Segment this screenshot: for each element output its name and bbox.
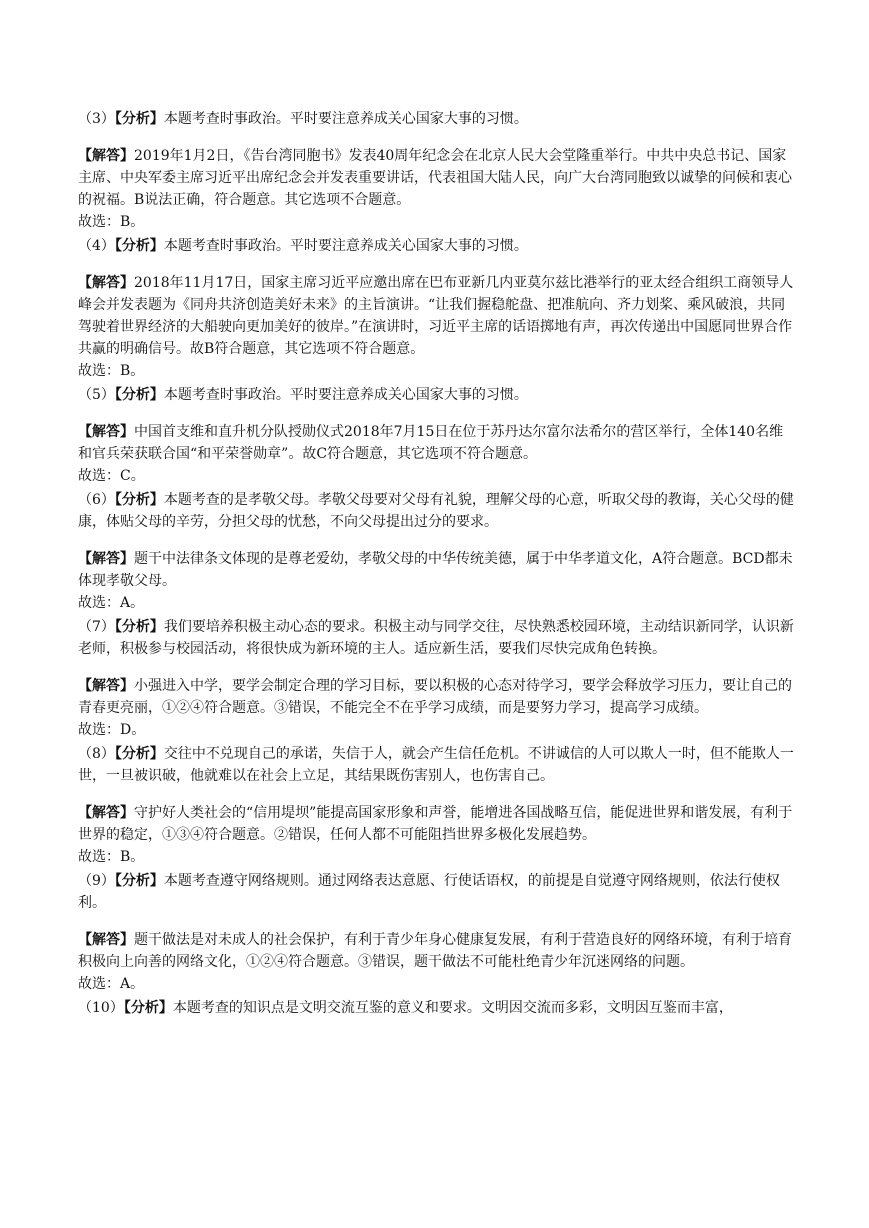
answer-tag: 【解答】 [78, 424, 134, 440]
answer-paragraph [78, 548, 794, 592]
question-item-8 [78, 743, 794, 868]
question-number: （8） [78, 746, 115, 762]
question-item-4 [78, 235, 794, 382]
question-item-9 [78, 870, 794, 995]
answer-tag: 【解答】 [78, 275, 134, 291]
answer-text: 小强进入中学，要学会制定合理的学习目标，要以积极的心态对待学习，要学会释放学习压力，要让自己的青春更亮丽，①②④符合题意。③错误，不能完全不在乎学习成绩，而是要努力学习，提高学习成绩。 [78, 678, 792, 716]
analysis-tag: 【分析】 [123, 1000, 173, 1016]
question-number: （9） [78, 873, 115, 889]
analysis-tag: 【分析】 [114, 873, 164, 889]
question-number: （3） [78, 111, 115, 127]
choice-line: 故选：B。 [78, 214, 145, 230]
answer-paragraph [78, 929, 794, 973]
analysis-paragraph [78, 997, 794, 1019]
analysis-text: 本题考查遵守网络规则。通过网络表达意愿、行使话语权，的前提是自觉遵守网络规则，依法行使权利。 [78, 873, 780, 911]
answer-text: 中国首支维和直升机分队授勋仪式2018年7月15日在位于苏丹达尔富尔法希尔的营区举行，全体140名维和官兵荣获联合国“和平荣誉勋章”。故C符合题意，其它选项不符合题意。 [78, 424, 784, 462]
answer-paragraph [78, 272, 794, 360]
analysis-text: 本题考查时事政治。平时要注意养成关心国家大事的习惯。 [163, 238, 528, 254]
analysis-paragraph [78, 616, 794, 660]
analysis-tag: 【分析】 [114, 238, 164, 254]
question-item-6 [78, 489, 794, 614]
analysis-text: 我们要培养积极主动心态的要求。积极主动与同学交往，尽快熟悉校园环境，主动结识新同学，认识新老师，积极参与校园活动，将很快成为新环境的主人。适应新生活，要我们尽快完成角色转换。 [78, 619, 794, 657]
analysis-text: 本题考查的知识点是文明交流互鉴的意义和要求。文明因交流而多彩，文明因互鉴而丰富， [172, 1000, 733, 1016]
question-number: （6） [78, 492, 115, 508]
answer-paragraph [78, 145, 794, 211]
analysis-text: 交往中不兑现自己的承诺，失信于人，就会产生信任危机。不讲诚信的人可以欺人一时，但不能欺人一世，一旦被识破，他就难以在社会上立足，其结果既伤害别人，也伤害自己。 [78, 746, 794, 784]
question-number: （10） [78, 1000, 124, 1016]
choice-line: 故选：B。 [78, 849, 145, 865]
analysis-tag: 【分析】 [114, 492, 164, 508]
analysis-paragraph [78, 489, 794, 533]
question-item-7 [78, 616, 794, 741]
answer-paragraph [78, 421, 794, 465]
answer-text: 题干中法律条文体现的是尊老爱幼，孝敬父母的中华传统美德，属于中华孝道文化，A符合题意。BCD都未体现孝敬父母。 [78, 551, 793, 589]
choice-line: 故选：A。 [78, 976, 145, 992]
answer-tag: 【解答】 [78, 148, 134, 164]
answer-paragraph [78, 802, 794, 846]
answer-text: 2019年1月2日，《告台湾同胞书》发表40周年纪念会在北京人民大会堂隆重举行。中共中央总书记、国家主席、中央军委主席习近平出席纪念会并发表重要讲话，代表祖国大陆人民，向广大台湾同胞致以诚挚的问候和衷心的祝福。B说法正确，符合题意。其它选项不合题意。 [78, 148, 792, 208]
question-number: （4） [78, 238, 115, 254]
analysis-text: 本题考查的是孝敬父母。孝敬父母要对父母有礼貌，理解父母的心意，听取父母的教诲，关心父母的健康，体贴父母的辛劳，分担父母的忧愁，不向父母提出过分的要求。 [78, 492, 794, 530]
analysis-paragraph [78, 384, 794, 406]
analysis-tag: 【分析】 [114, 619, 164, 635]
question-number: （7） [78, 619, 115, 635]
analysis-paragraph [78, 108, 794, 130]
answer-tag: 【解答】 [78, 805, 134, 821]
analysis-paragraph [78, 235, 794, 257]
answer-text: 2018年11月17日，国家主席习近平应邀出席在巴布亚新几内亚莫尔兹比港举行的亚太经合组织工商领导人峰会并发表题为《同舟共济创造美好未来》的主旨演讲。“让我们握稳舵盘、把准航向、齐力划桨、乘风破浪，共同驾驶着世界经济的大船驶向更加美好的彼岸。”在演讲时，习近平主席的话语掷地有声，再次传递出中国愿同世界合作共赢的明确信号。故B符合题意，其它选项不符合题意。 [78, 275, 794, 357]
answer-text: 题干做法是对未成人的社会保护，有利于青少年身心健康复发展，有利于营造良好的网络环境，有利于培育积极向上向善的网络文化，①②④符合题意。③错误，题干做法不可能杜绝青少年沉迷网络的问题。 [78, 932, 792, 970]
question-item-10 [78, 997, 794, 1019]
document-page [78, 108, 794, 1034]
question-number: （5） [78, 387, 115, 403]
answer-paragraph [78, 675, 794, 719]
answer-text: 守护好人类社会的“信用堤坝”能提高国家形象和声誉，能增进各国战略互信，能促进世界和谐发展，有利于世界的稳定，①③④符合题意。②错误，任何人都不可能阻挡世界多极化发展趋势。 [78, 805, 793, 843]
analysis-text: 本题考查时事政治。平时要注意养成关心国家大事的习惯。 [163, 111, 528, 127]
analysis-tag: 【分析】 [114, 387, 164, 403]
question-item-3 [78, 108, 794, 233]
analysis-tag: 【分析】 [114, 111, 164, 127]
choice-line: 故选：D。 [78, 722, 146, 738]
analysis-paragraph [78, 870, 794, 914]
answer-tag: 【解答】 [78, 932, 134, 948]
answer-tag: 【解答】 [78, 551, 134, 567]
question-item-5 [78, 384, 794, 487]
analysis-paragraph [78, 743, 794, 787]
choice-line: 故选：B。 [78, 363, 145, 379]
choice-line: 故选：A。 [78, 595, 145, 611]
analysis-tag: 【分析】 [114, 746, 164, 762]
choice-line: 故选：C。 [78, 468, 145, 484]
analysis-text: 本题考查时事政治。平时要注意养成关心国家大事的习惯。 [163, 387, 528, 403]
answer-tag: 【解答】 [78, 678, 134, 694]
